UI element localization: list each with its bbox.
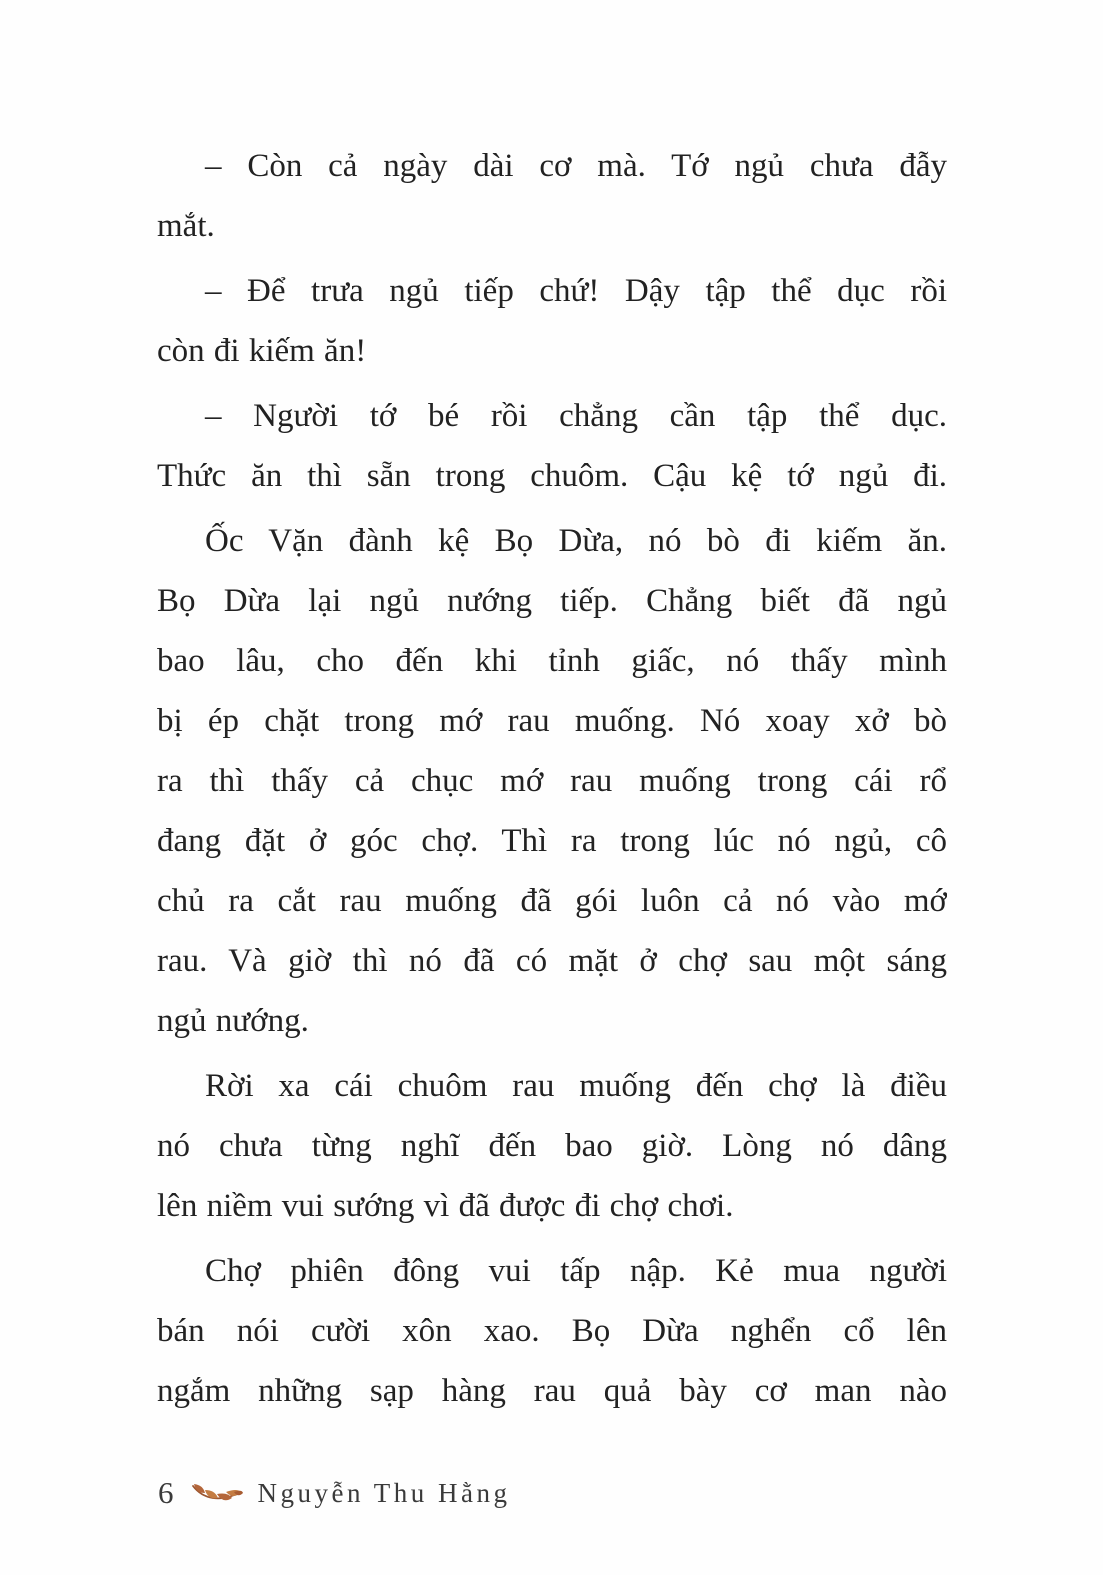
paragraph <box>157 386 947 506</box>
page-footer <box>158 1470 510 1516</box>
text-line: Chợ phiên đông vui tấp nập. Kẻ mua người <box>205 1253 947 1289</box>
text-line: Bọ Dừa lại ngủ nướng tiếp. Chẳng biết đã ngủ <box>157 583 947 619</box>
text-line: chủ ra cắt rau muống đã gói luôn cả nó vào mớ <box>157 883 947 919</box>
text-line: bị ép chặt trong mớ rau muống. Nó xoay xở bò <box>157 703 947 739</box>
text-line: bao lâu, cho đến khi tỉnh giấc, nó thấy mình <box>157 643 947 679</box>
text-line: Rời xa cái chuôm rau muống đến chợ là điều <box>205 1068 947 1104</box>
text-line: Ốc Vặn đành kệ Bọ Dừa, nó bò đi kiếm ăn. <box>205 523 947 559</box>
text-line: – Còn cả ngày dài cơ mà. Tớ ngủ chưa đẫy <box>205 148 947 184</box>
leaf-sprig-icon <box>190 1479 244 1514</box>
text-line: còn đi kiếm ăn! <box>157 333 367 369</box>
page-number: 6 <box>158 1475 174 1510</box>
text-line: rau. Và giờ thì nó đã có mặt ở chợ sau một sáng <box>157 943 947 979</box>
text-line: đang đặt ở góc chợ. Thì ra trong lúc nó ngủ, cô <box>157 823 947 859</box>
text-line: ngắm những sạp hàng rau quả bày cơ man nào <box>157 1373 947 1409</box>
text-line: ngủ nướng. <box>157 1003 309 1039</box>
paragraph <box>157 1241 947 1421</box>
paragraph <box>157 261 947 381</box>
text-line: – Người tớ bé rồi chẳng cần tập thể dục. <box>205 398 947 434</box>
text-line: ra thì thấy cả chục mớ rau muống trong cái rổ <box>157 763 947 799</box>
text-line: – Để trưa ngủ tiếp chứ! Dậy tập thể dục rồi <box>205 273 947 309</box>
text-line: Thức ăn thì sẵn trong chuôm. Cậu kệ tớ ngủ đi. <box>157 458 947 494</box>
author-name: Nguyễn Thu Hằng <box>257 1478 511 1508</box>
text-line: mắt. <box>157 208 215 244</box>
paragraph <box>157 511 947 1051</box>
text-line: lên niềm vui sướng vì đã được đi chợ chơi. <box>157 1188 734 1224</box>
paragraph <box>157 136 947 256</box>
text-line: nó chưa từng nghĩ đến bao giờ. Lòng nó dâng <box>157 1128 947 1164</box>
story-text <box>157 136 947 1426</box>
paragraph <box>157 1056 947 1236</box>
text-line: bán nói cười xôn xao. Bọ Dừa nghển cổ lên <box>157 1313 947 1349</box>
